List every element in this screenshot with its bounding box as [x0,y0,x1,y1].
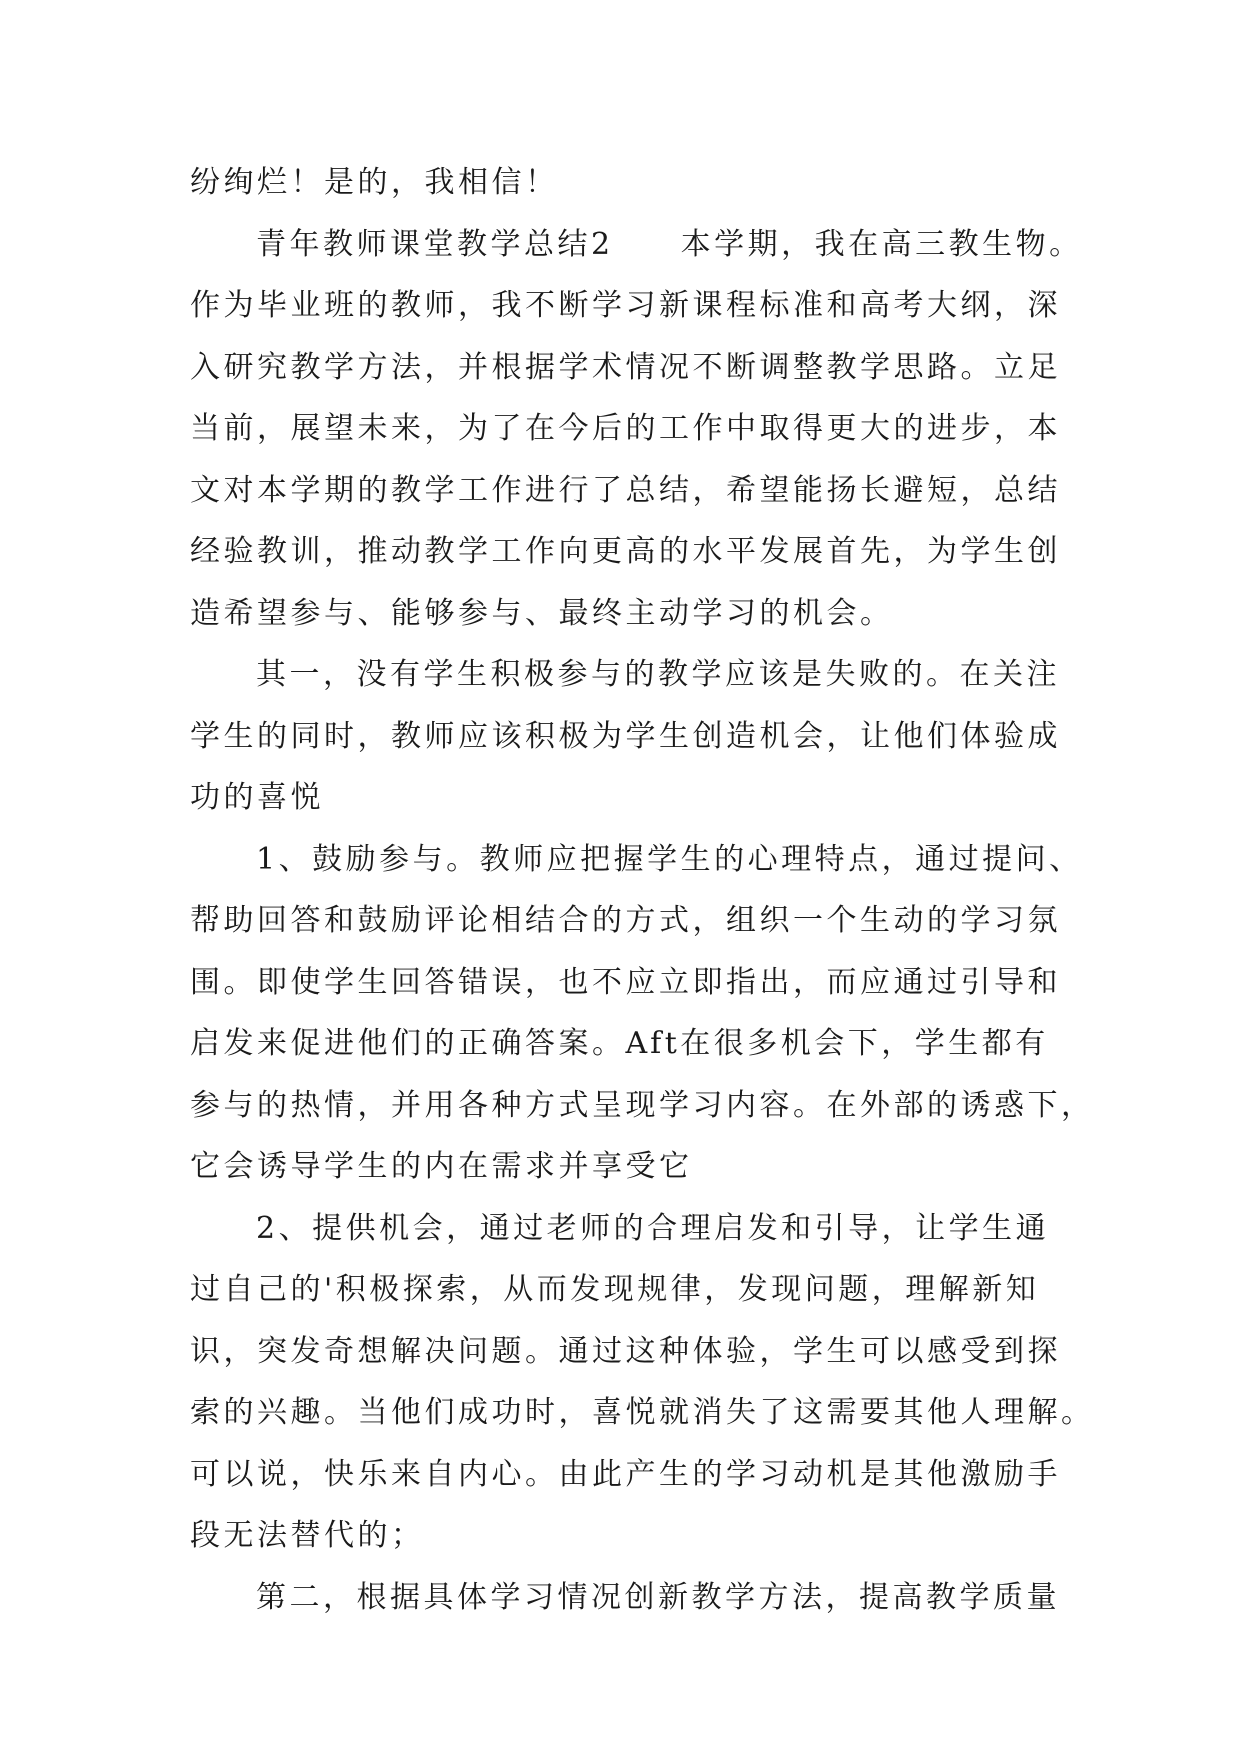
text-line: 当前，展望未来，为了在今后的工作中取得更大的进步，本 [190,411,1061,446]
text-line: 青年教师课堂教学总结2 本学期，我在高三教生物。 [256,226,1083,262]
text-line: 文对本学期的教学工作进行了总结，希望能扬长避短，总结 [190,472,1061,508]
text-line: 它会诱导学生的内在需求并享受它 [190,1149,693,1184]
text-line: 1、鼓励参与。教师应把握学生的心理特点，通过提问、 [256,841,1083,877]
text-line: 造希望参与、能够参与、最终主动学习的机会。 [190,595,894,631]
text-line: 入研究教学方法，并根据学术情况不断调整教学思路。立足 [190,349,1061,385]
text-line: 参与的热情，并用各种方式呈现学习内容。在外部的诱惑下， [190,1087,1095,1123]
document-body [190,152,1095,1628]
text-line: 围。即使学生回答错误，也不应立即指出，而应通过引导和 [190,964,1061,1000]
text-line: 学生的同时，教师应该积极为学生创造机会，让他们体验成 [190,718,1061,754]
text-line: 段无法替代的； [190,1518,425,1553]
text-line: 可以说，快乐来自内心。由此产生的学习动机是其他激励手 [190,1456,1061,1492]
text-line: 索的兴趣。当他们成功时，喜悦就消失了这需要其他人理解。 [190,1395,1095,1430]
text-line: 过自己的'积极探索，从而发现规律，发现问题，理解新知 [190,1272,1040,1307]
text-line: 启发来促进他们的正确答案。Aft在很多机会下，学生都有 [190,1026,1049,1061]
text-line: 经验教训，推动教学工作向更高的水平发展首先，为学生创 [190,534,1061,569]
text-line: 作为毕业班的教师，我不断学习新课程标准和高考大纲，深 [190,288,1061,323]
text-line: 其一，没有学生积极参与的教学应该是失败的。在关注 [256,657,1060,692]
text-line: 2、提供机会，通过老师的合理启发和引导，让学生通 [256,1210,1050,1246]
text-line: 纷绚烂！是的，我相信！ [190,165,559,200]
text-line: 功的喜悦 [190,780,324,815]
text-line: 第二，根据具体学习情况创新教学方法，提高教学质量 [256,1579,1060,1615]
text-line: 帮助回答和鼓励评论相结合的方式，组织一个生动的学习氛 [190,903,1061,938]
text-line: 识，突发奇想解决问题。通过这种体验，学生可以感受到探 [190,1333,1061,1369]
